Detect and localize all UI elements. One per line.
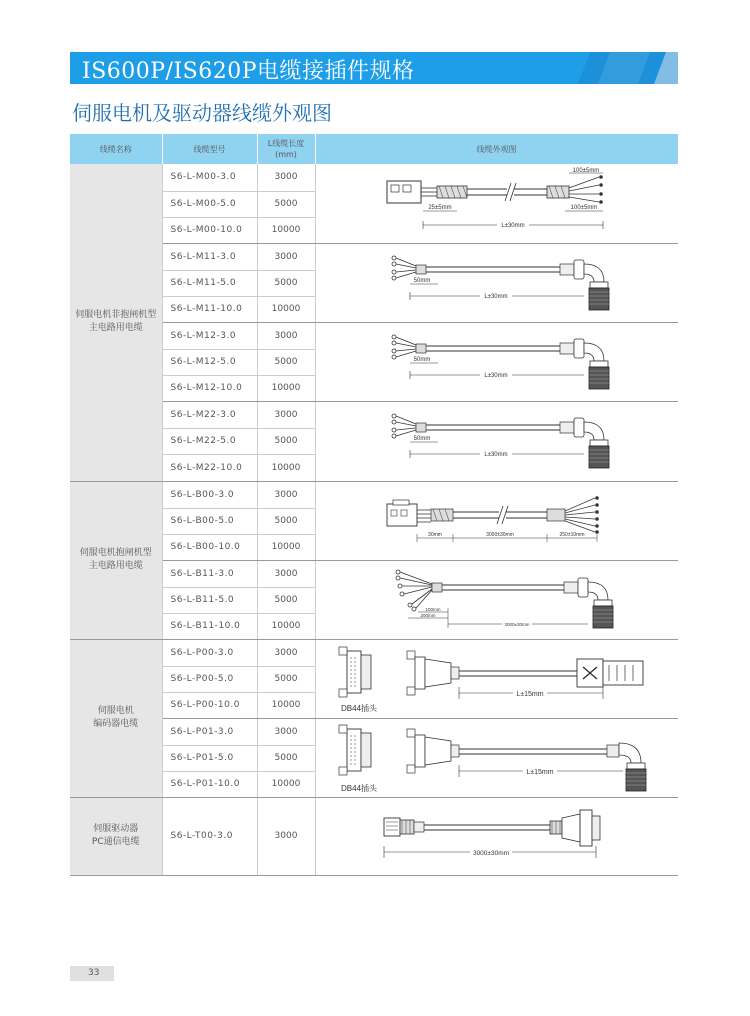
length-cell: 10000 bbox=[257, 613, 315, 639]
dim-label: 100±5mm bbox=[570, 205, 598, 212]
length-cell: 3000 bbox=[257, 243, 315, 270]
model-cell: S6-L-B11-5.0 bbox=[162, 587, 257, 613]
table-row bbox=[70, 481, 678, 508]
length-cell: 10000 bbox=[257, 217, 315, 243]
drawing-cell-m12 bbox=[315, 322, 678, 401]
dim-label: 30mm bbox=[427, 531, 442, 538]
cable-m00-drawing bbox=[377, 167, 617, 239]
model-cell: S6-L-M11-5.0 bbox=[162, 270, 257, 296]
model-cell: S6-L-M11-3.0 bbox=[162, 243, 257, 270]
plug-label: DB44插头 bbox=[340, 783, 377, 793]
dim-label: L±30mm bbox=[484, 372, 508, 379]
length-cell: 3000 bbox=[257, 401, 315, 428]
category-cell-4: 伺服驱动器 PC通信电缆 bbox=[70, 797, 162, 875]
dim-label: 50mm bbox=[413, 356, 431, 363]
length-cell: 3000 bbox=[257, 639, 315, 666]
dim-label: L±15mm bbox=[516, 690, 544, 698]
model-cell: S6-L-P01-10.0 bbox=[162, 771, 257, 797]
length-cell: 5000 bbox=[257, 428, 315, 454]
dim-label: L±30mm bbox=[484, 293, 508, 300]
length-cell: 5000 bbox=[257, 191, 315, 217]
model-cell: S6-L-M22-10.0 bbox=[162, 454, 257, 481]
page-banner bbox=[70, 52, 678, 84]
plug-label: DB44插头 bbox=[340, 703, 377, 713]
table-row bbox=[70, 164, 678, 191]
header-length: L线缆长度 (mm) bbox=[257, 134, 315, 164]
table-row bbox=[70, 718, 678, 745]
model-cell: S6-L-M00-5.0 bbox=[162, 191, 257, 217]
table-row bbox=[70, 322, 678, 349]
length-cell: 10000 bbox=[257, 375, 315, 401]
length-cell: 5000 bbox=[257, 508, 315, 534]
length-cell: 10000 bbox=[257, 692, 315, 718]
drawing-cell-b00 bbox=[315, 481, 678, 560]
table-row bbox=[70, 243, 678, 270]
dim-label: 100±5mm bbox=[572, 168, 600, 175]
dim-label: L±15mm bbox=[526, 768, 554, 776]
model-cell: S6-L-B11-10.0 bbox=[162, 613, 257, 639]
length-cell: 3000 bbox=[257, 164, 315, 191]
cable-m22-drawing bbox=[372, 406, 622, 476]
model-cell: S6-L-P00-10.0 bbox=[162, 692, 257, 718]
length-cell: 3000 bbox=[257, 481, 315, 508]
cable-p00-drawing bbox=[327, 643, 667, 715]
model-cell: S6-L-P01-3.0 bbox=[162, 718, 257, 745]
model-cell: S6-L-B00-5.0 bbox=[162, 508, 257, 534]
drawing-cell-p00 bbox=[315, 639, 678, 718]
section-title: 伺服电机及驱动器线缆外观图 bbox=[72, 101, 332, 125]
model-cell: S6-L-P00-5.0 bbox=[162, 666, 257, 692]
dim-label: 3000±30mm bbox=[504, 621, 530, 627]
model-cell: S6-L-M00-3.0 bbox=[162, 164, 257, 191]
drawing-cell-b11 bbox=[315, 560, 678, 639]
cable-m11-drawing bbox=[372, 248, 622, 318]
header-model: 线缆型号 bbox=[162, 134, 257, 164]
cable-p01-drawing bbox=[327, 721, 667, 795]
banner-title: IS600P/IS620P电缆接插件规格 bbox=[82, 59, 415, 84]
header-image: 线缆外观图 bbox=[315, 134, 678, 164]
model-cell: S6-L-M12-5.0 bbox=[162, 349, 257, 375]
table-row bbox=[70, 639, 678, 666]
dim-label: 250±10mm bbox=[559, 531, 585, 538]
model-cell: S6-L-M22-3.0 bbox=[162, 401, 257, 428]
table-row bbox=[70, 797, 678, 875]
drawing-cell-p01 bbox=[315, 718, 678, 797]
length-cell: 10000 bbox=[257, 534, 315, 560]
cable-m12-drawing bbox=[372, 327, 622, 397]
drawing-cell-m22 bbox=[315, 401, 678, 481]
length-cell: 5000 bbox=[257, 666, 315, 692]
length-cell: 3000 bbox=[257, 718, 315, 745]
model-cell: S6-L-M11-10.0 bbox=[162, 296, 257, 322]
model-cell: S6-L-M12-10.0 bbox=[162, 375, 257, 401]
model-cell: S6-L-M12-3.0 bbox=[162, 322, 257, 349]
dim-label: 3000±30mm bbox=[485, 531, 514, 538]
table-header-row bbox=[70, 134, 678, 164]
dim-label: L±30mm bbox=[484, 452, 508, 458]
length-cell: 3000 bbox=[257, 322, 315, 349]
length-cell: 10000 bbox=[257, 296, 315, 322]
model-cell: S6-L-T00-3.0 bbox=[162, 797, 257, 875]
cable-b00-drawing bbox=[377, 488, 617, 554]
dim-label: 50mm bbox=[413, 277, 431, 284]
dim-label: 200mm bbox=[420, 612, 436, 618]
header-name: 线缆名称 bbox=[70, 134, 162, 164]
length-cell: 3000 bbox=[257, 560, 315, 587]
category-cell-2: 伺服电机抱闸机型 主电路用电缆 bbox=[70, 481, 162, 639]
length-cell: 5000 bbox=[257, 587, 315, 613]
model-cell: S6-L-B00-3.0 bbox=[162, 481, 257, 508]
length-cell: 3000 bbox=[257, 797, 315, 875]
drawing-cell-m00 bbox=[315, 164, 678, 243]
table-row bbox=[70, 560, 678, 587]
dim-label: 50mm bbox=[413, 436, 431, 442]
model-cell: S6-L-M00-10.0 bbox=[162, 217, 257, 243]
model-cell: S6-L-B00-10.0 bbox=[162, 534, 257, 560]
length-cell: 5000 bbox=[257, 349, 315, 375]
category-cell-1: 伺服电机非抱闸机型 主电路用电缆 bbox=[70, 164, 162, 481]
dim-label: 100mm bbox=[425, 606, 441, 612]
model-cell: S6-L-B11-3.0 bbox=[162, 560, 257, 587]
category-cell-3: 伺服电机 编码器电缆 bbox=[70, 639, 162, 797]
length-cell: 10000 bbox=[257, 771, 315, 797]
drawing-cell-t00 bbox=[315, 797, 678, 875]
dim-label: L±30mm bbox=[501, 223, 525, 230]
length-cell: 5000 bbox=[257, 745, 315, 771]
cable-b11-drawing bbox=[372, 564, 622, 636]
dim-label: 3000±30mm bbox=[472, 850, 509, 857]
model-cell: S6-L-M22-5.0 bbox=[162, 428, 257, 454]
model-cell: S6-L-P01-5.0 bbox=[162, 745, 257, 771]
cable-spec-table bbox=[70, 134, 679, 876]
dim-label: 25±5mm bbox=[428, 205, 452, 212]
length-cell: 10000 bbox=[257, 454, 315, 481]
table-row bbox=[70, 401, 678, 428]
cable-t00-drawing bbox=[372, 806, 622, 866]
drawing-cell-m11 bbox=[315, 243, 678, 322]
model-cell: S6-L-P00-3.0 bbox=[162, 639, 257, 666]
length-cell: 5000 bbox=[257, 270, 315, 296]
page-number: 33 bbox=[70, 966, 114, 981]
